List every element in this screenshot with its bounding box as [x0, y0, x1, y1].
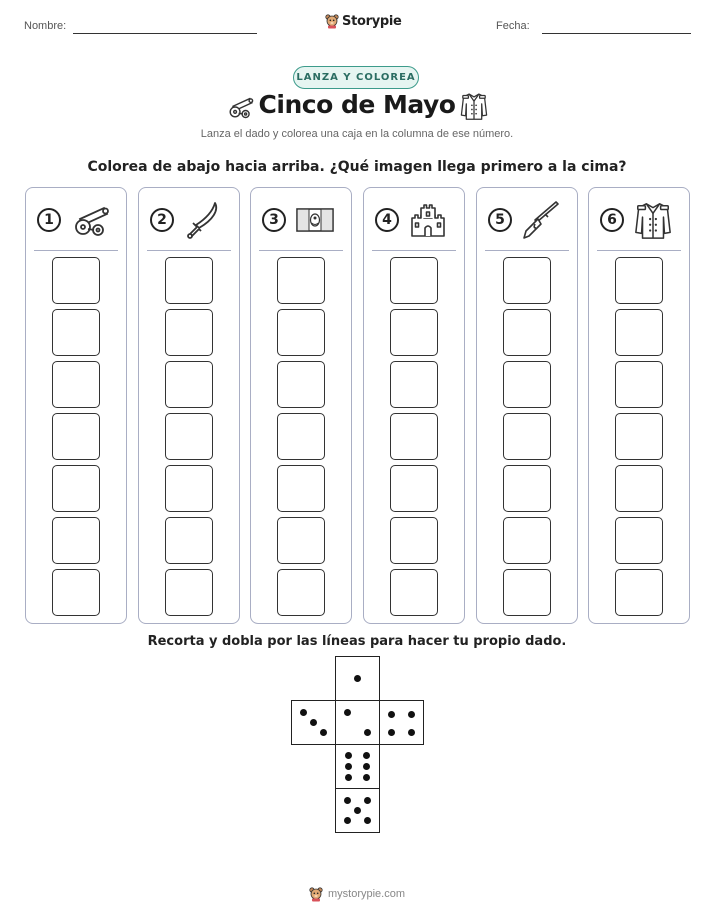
- color-box[interactable]: [390, 257, 438, 304]
- date-label: Fecha:: [496, 20, 530, 32]
- military-uniform-icon: [633, 200, 673, 240]
- color-box[interactable]: [615, 569, 663, 616]
- color-box[interactable]: [277, 465, 325, 512]
- die-pip: [354, 675, 361, 682]
- die-pip: [344, 817, 351, 824]
- column-5: [476, 187, 578, 624]
- rifle-icon: [521, 200, 561, 240]
- color-box[interactable]: [52, 257, 100, 304]
- column-number: 4: [375, 208, 399, 232]
- color-box[interactable]: [165, 569, 213, 616]
- color-box[interactable]: [52, 413, 100, 460]
- column-2: [138, 187, 240, 624]
- column-number: 2: [150, 208, 174, 232]
- color-box[interactable]: [503, 465, 551, 512]
- name-label: Nombre:: [24, 20, 67, 32]
- column-divider: [34, 250, 118, 251]
- name-line[interactable]: [73, 33, 257, 34]
- column-number: 3: [262, 208, 286, 232]
- storypie-logo: [325, 13, 402, 29]
- color-box[interactable]: [165, 309, 213, 356]
- column-number: 6: [600, 208, 624, 232]
- die-pip: [320, 729, 327, 736]
- color-box[interactable]: [277, 517, 325, 564]
- color-box[interactable]: [390, 569, 438, 616]
- die-pip: [363, 774, 370, 781]
- color-box[interactable]: [503, 517, 551, 564]
- color-box[interactable]: [277, 413, 325, 460]
- column-divider: [259, 250, 343, 251]
- bear-icon: [325, 13, 339, 29]
- die-pip: [344, 797, 351, 804]
- die-instruction: Recorta y dobla por las líneas para hacer tu propio dado.: [147, 634, 567, 649]
- color-box[interactable]: [52, 465, 100, 512]
- die-pip: [364, 797, 371, 804]
- color-box[interactable]: [277, 361, 325, 408]
- color-box[interactable]: [503, 569, 551, 616]
- date-line[interactable]: [542, 33, 691, 34]
- die-face-2: [335, 700, 380, 745]
- column-divider: [372, 250, 456, 251]
- color-box[interactable]: [390, 309, 438, 356]
- color-box[interactable]: [503, 361, 551, 408]
- activity-badge: LANZA Y COLOREA: [293, 66, 419, 89]
- die-face-1: [335, 656, 380, 701]
- column-divider: [485, 250, 569, 251]
- column-1: [25, 187, 127, 624]
- color-box[interactable]: [390, 465, 438, 512]
- coloring-instruction: Colorea de abajo hacia arriba. ¿Qué imagen llega primero a la cima?: [87, 159, 627, 175]
- column-divider: [597, 250, 681, 251]
- color-box[interactable]: [277, 309, 325, 356]
- color-box[interactable]: [615, 517, 663, 564]
- die-face-5: [335, 788, 380, 833]
- color-box[interactable]: [390, 361, 438, 408]
- die-pip: [344, 709, 351, 716]
- die-face-3: [291, 700, 336, 745]
- color-box[interactable]: [615, 465, 663, 512]
- color-box[interactable]: [52, 517, 100, 564]
- color-box[interactable]: [165, 517, 213, 564]
- column-divider: [147, 250, 231, 251]
- brand-name: Storypie: [342, 13, 402, 29]
- color-box[interactable]: [165, 413, 213, 460]
- color-box[interactable]: [52, 309, 100, 356]
- die-pip: [364, 729, 371, 736]
- color-box[interactable]: [277, 569, 325, 616]
- die-pip: [364, 817, 371, 824]
- die-pip: [388, 711, 395, 718]
- color-box[interactable]: [52, 361, 100, 408]
- sword-icon: [183, 200, 223, 240]
- die-pip: [388, 729, 395, 736]
- mexican-flag-icon: [295, 200, 335, 240]
- die-pip: [363, 752, 370, 759]
- die-pip: [310, 719, 317, 726]
- bear-icon: [309, 886, 323, 902]
- color-box[interactable]: [165, 361, 213, 408]
- column-number: 1: [37, 208, 61, 232]
- color-box[interactable]: [615, 361, 663, 408]
- color-box[interactable]: [503, 413, 551, 460]
- page-subtitle: Lanza el dado y colorea una caja en la columna de ese número.: [200, 128, 514, 140]
- color-box[interactable]: [615, 257, 663, 304]
- column-3: [250, 187, 352, 624]
- color-box[interactable]: [503, 309, 551, 356]
- page-title: Cinco de Mayo: [258, 90, 456, 119]
- column-6: [588, 187, 690, 624]
- die-face-6: [335, 744, 380, 789]
- color-box[interactable]: [52, 569, 100, 616]
- die-pip: [354, 807, 361, 814]
- die-pip: [345, 752, 352, 759]
- color-box[interactable]: [503, 257, 551, 304]
- footer-url[interactable]: mystorypie.com: [328, 888, 406, 900]
- die-pip: [408, 729, 415, 736]
- cannon-icon: [70, 200, 110, 240]
- die-pip: [363, 763, 370, 770]
- die-pip: [408, 711, 415, 718]
- die-pip: [345, 763, 352, 770]
- color-box[interactable]: [615, 413, 663, 460]
- color-box[interactable]: [615, 309, 663, 356]
- die-pip: [300, 709, 307, 716]
- military-uniform-icon: [460, 90, 488, 122]
- die-pip: [345, 774, 352, 781]
- column-4: [363, 187, 465, 624]
- castle-icon: [408, 200, 448, 240]
- color-box[interactable]: [165, 257, 213, 304]
- column-number: 5: [488, 208, 512, 232]
- color-box[interactable]: [390, 517, 438, 564]
- die-face-4: [379, 700, 424, 745]
- color-box[interactable]: [165, 465, 213, 512]
- footer: [309, 886, 405, 902]
- color-box[interactable]: [390, 413, 438, 460]
- color-box[interactable]: [277, 257, 325, 304]
